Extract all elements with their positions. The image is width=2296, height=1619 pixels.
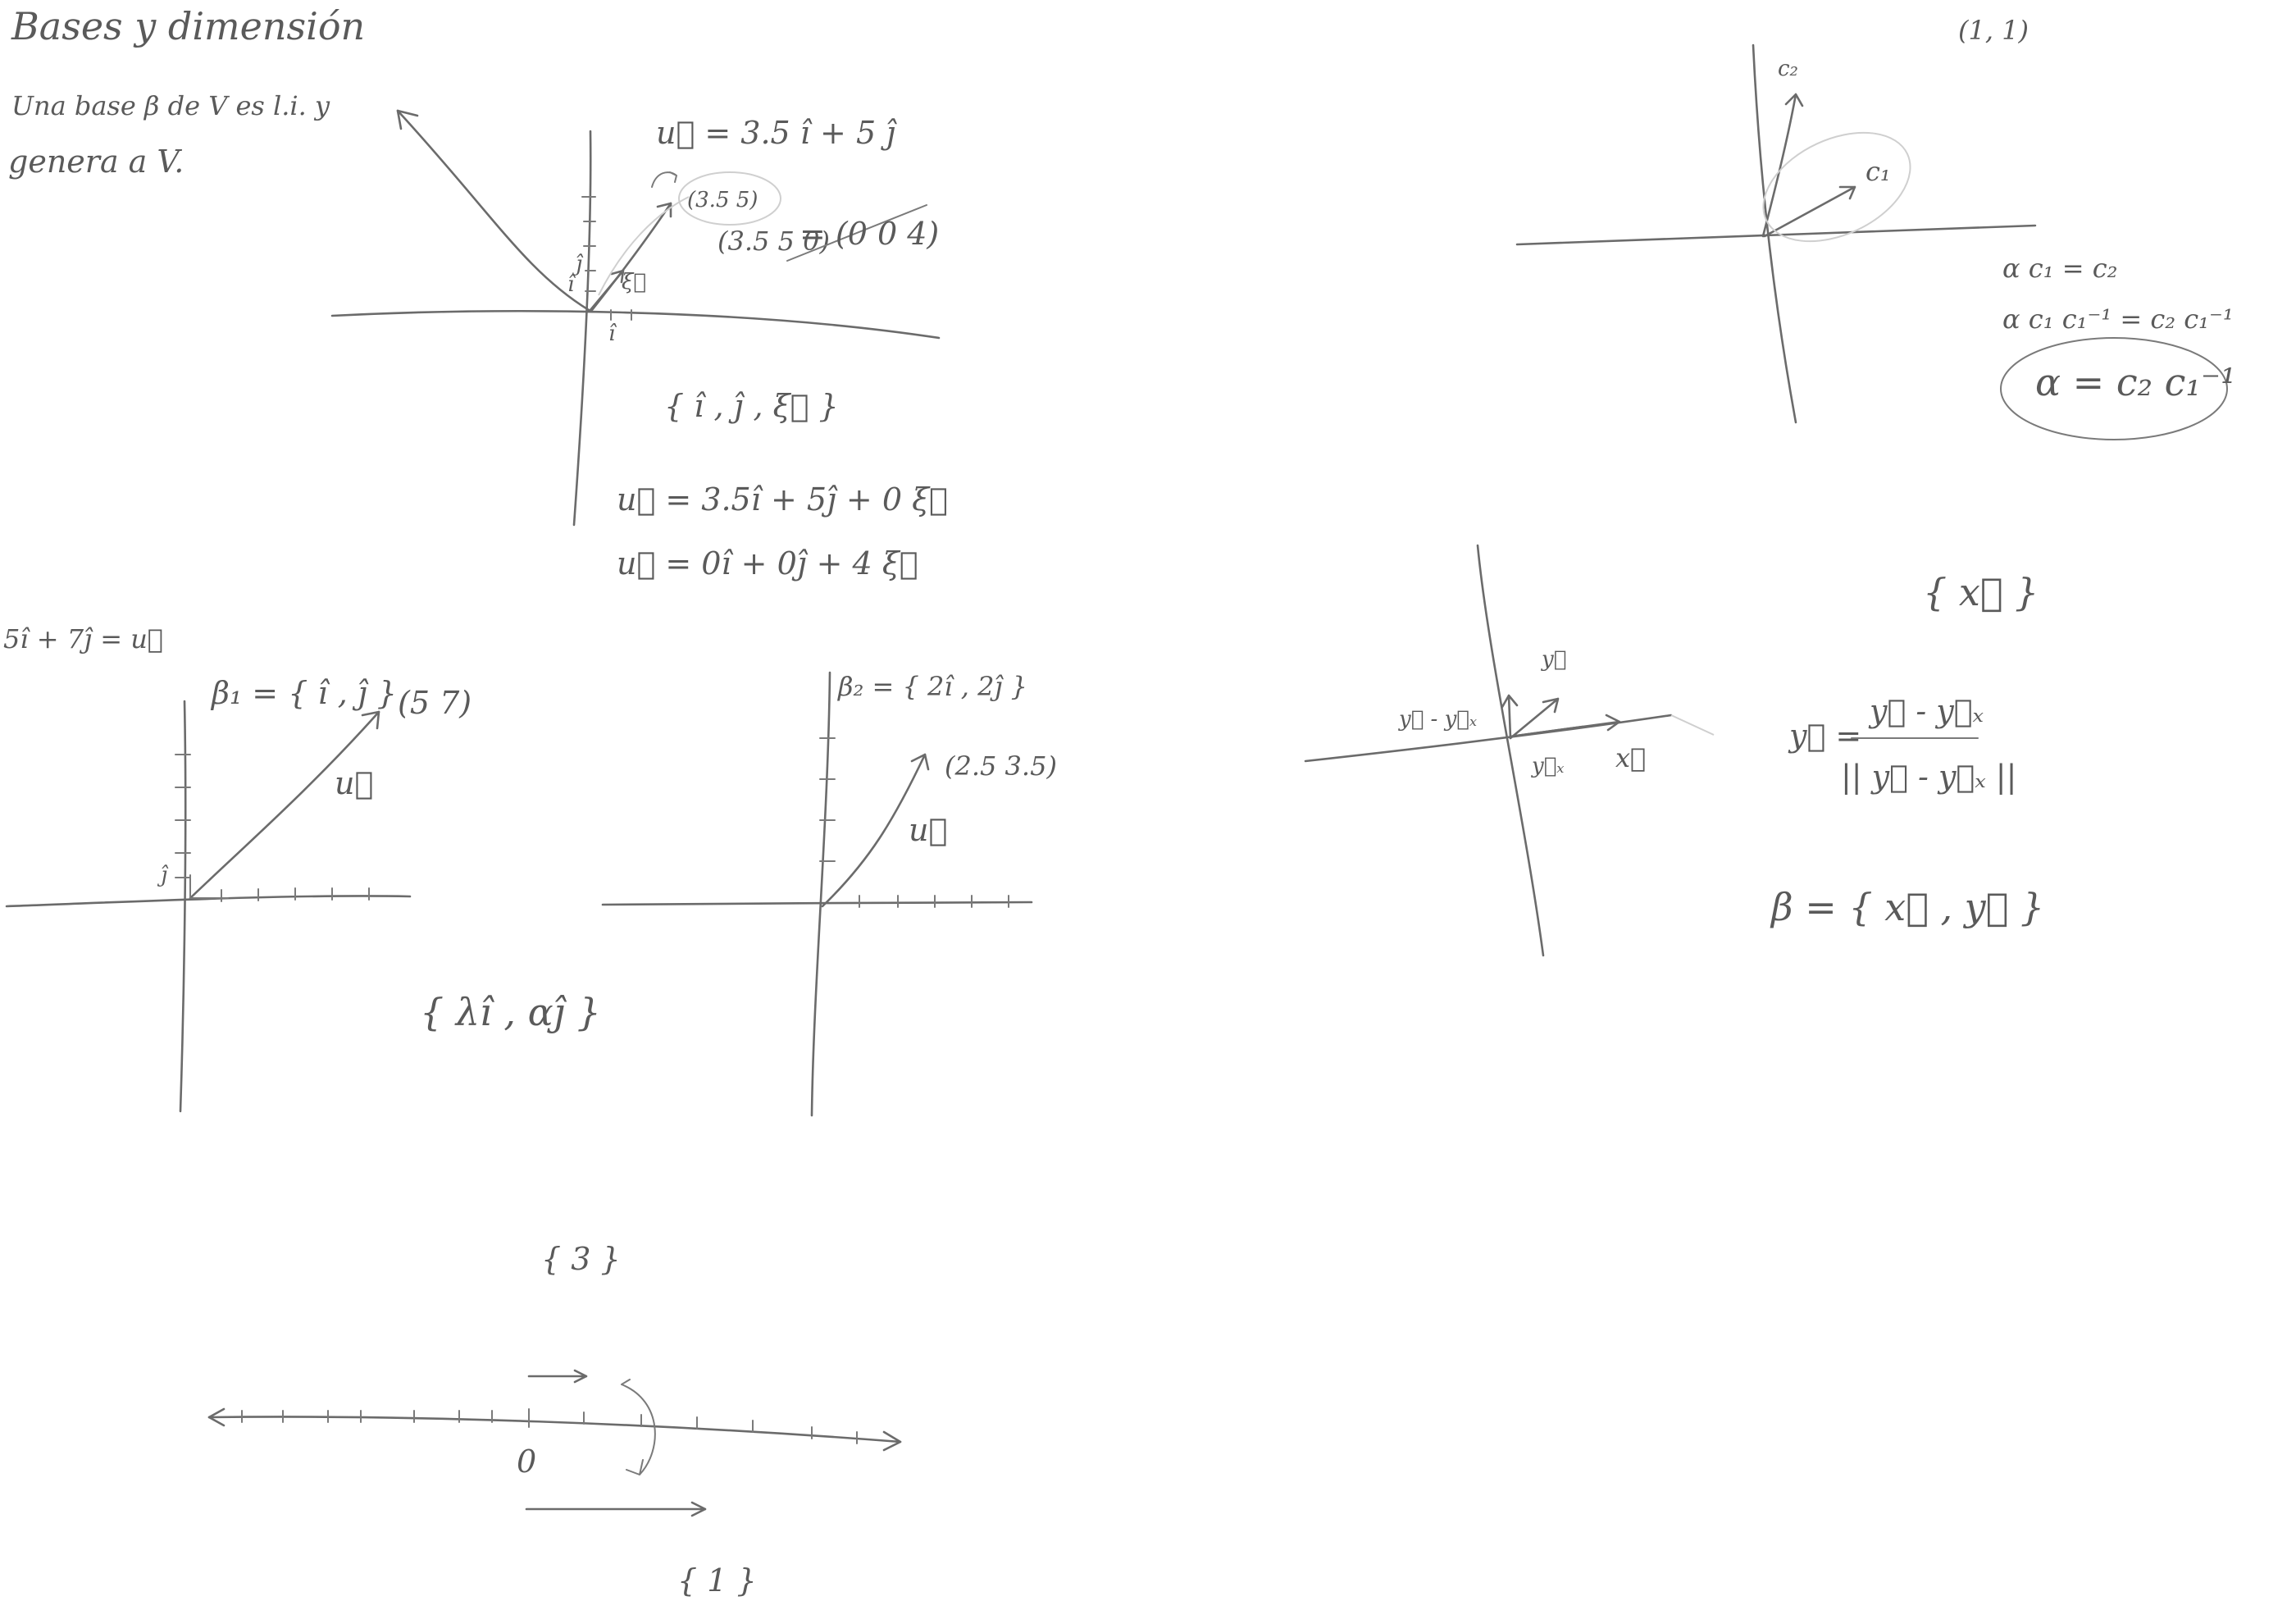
j-hat-label: ĵ (576, 252, 583, 276)
formula-numerator: y⃗ - y⃗ₓ (1870, 693, 1984, 729)
beta1-diagram (3, 623, 601, 1111)
point-2-5-3-5: (2.5 3.5) (945, 750, 1057, 782)
basis-beta1: β₁ = { î , ĵ } (212, 675, 397, 711)
c1-label: c₁ (1866, 156, 1891, 187)
axis-tick-label: î (608, 322, 616, 346)
diff-label: y⃗ - y⃗ₓ (1399, 707, 1478, 732)
c1-c2-diagram (1517, 15, 2236, 440)
definition-line-1: Una base β de V es l.i. y (11, 90, 330, 121)
equation-2: α c₁ c₁⁻¹ = c₂ c₁⁻¹ (2002, 303, 2234, 335)
point-3-5-5: (3.5 5) (687, 188, 758, 212)
basis-set-ijxi: { î , ĵ , ξ⃗ } (664, 388, 839, 424)
z-axis-arrow (398, 111, 589, 310)
c1-vector (1765, 187, 1855, 236)
unit-arrow-3 (529, 1370, 586, 1382)
beta2-diagram (603, 671, 1057, 1115)
equation-3: α = c₂ c₁⁻¹ (2035, 360, 2236, 404)
u-vector (190, 712, 379, 898)
u-label: u⃗ (909, 812, 948, 848)
vector-equation: u⃗ = 3.5 î + 5 ĵ (656, 115, 895, 151)
page-title: Bases y dimensión (11, 4, 366, 48)
y-axis (180, 701, 185, 1111)
one-one-label: (1, 1) (1958, 15, 2029, 46)
basis-one: { 1 } (677, 1562, 757, 1598)
y-axis (1478, 545, 1543, 955)
c2-label: c₂ (1778, 57, 1798, 81)
u-equation: 5î + 7ĵ = u⃗ (3, 623, 163, 654)
definition-line-2: genera a V. (8, 144, 184, 180)
combination-2: u⃗ = 0î + 0ĵ + 4 ξ⃗ (617, 545, 918, 581)
crossed-point: (3.5 5 0) (718, 226, 830, 257)
c2-vector (1763, 94, 1802, 236)
scaled-basis: { λî , αĵ } (420, 990, 601, 1034)
y-label: y⃗ (1542, 647, 1567, 672)
gram-schmidt-diagram (1305, 545, 2044, 955)
combination-1: u⃗ = 3.5î + 5ĵ + 0 ξ⃗ (617, 481, 948, 518)
top-left-diagram (332, 111, 948, 581)
x-axis (1517, 226, 2035, 244)
unit-arrow-1 (526, 1503, 705, 1516)
xi-label: ξ⃗ (622, 270, 646, 294)
set-x: { x⃗ } (1923, 570, 2039, 614)
basis-beta2: β₂ = { 2î , 2ĵ } (838, 671, 1027, 702)
y-axis (574, 131, 590, 525)
rotate-hint (652, 172, 676, 187)
i-hat-label: î (567, 272, 575, 297)
origin-label: 0 (517, 1443, 537, 1480)
point-5-7: (5 7) (398, 685, 472, 721)
j-hat-label: ĵ (161, 863, 168, 887)
formula-denominator: || y⃗ - y⃗ₓ || (1841, 759, 2017, 795)
alt-point: = (0 0 4) (800, 216, 940, 252)
basis-beta-xy: β = { x⃗ , y⃗ } (1771, 885, 2045, 929)
x-axis (603, 902, 1032, 905)
x-axis (332, 311, 939, 338)
number-line-diagram (209, 1241, 900, 1598)
x-label: x⃗ (1615, 742, 1647, 773)
highlight (1746, 111, 1927, 262)
u-label: u⃗ (335, 765, 374, 801)
y-minus-yx-vector (1502, 695, 1517, 738)
real-line (209, 1416, 900, 1442)
equation-1: α c₁ = c₂ (2002, 253, 2118, 284)
formula-lhs: y⃗ = (1789, 718, 1862, 754)
basis-three: { 3 } (541, 1241, 621, 1277)
proj-label: y⃗ₓ (1532, 754, 1565, 778)
